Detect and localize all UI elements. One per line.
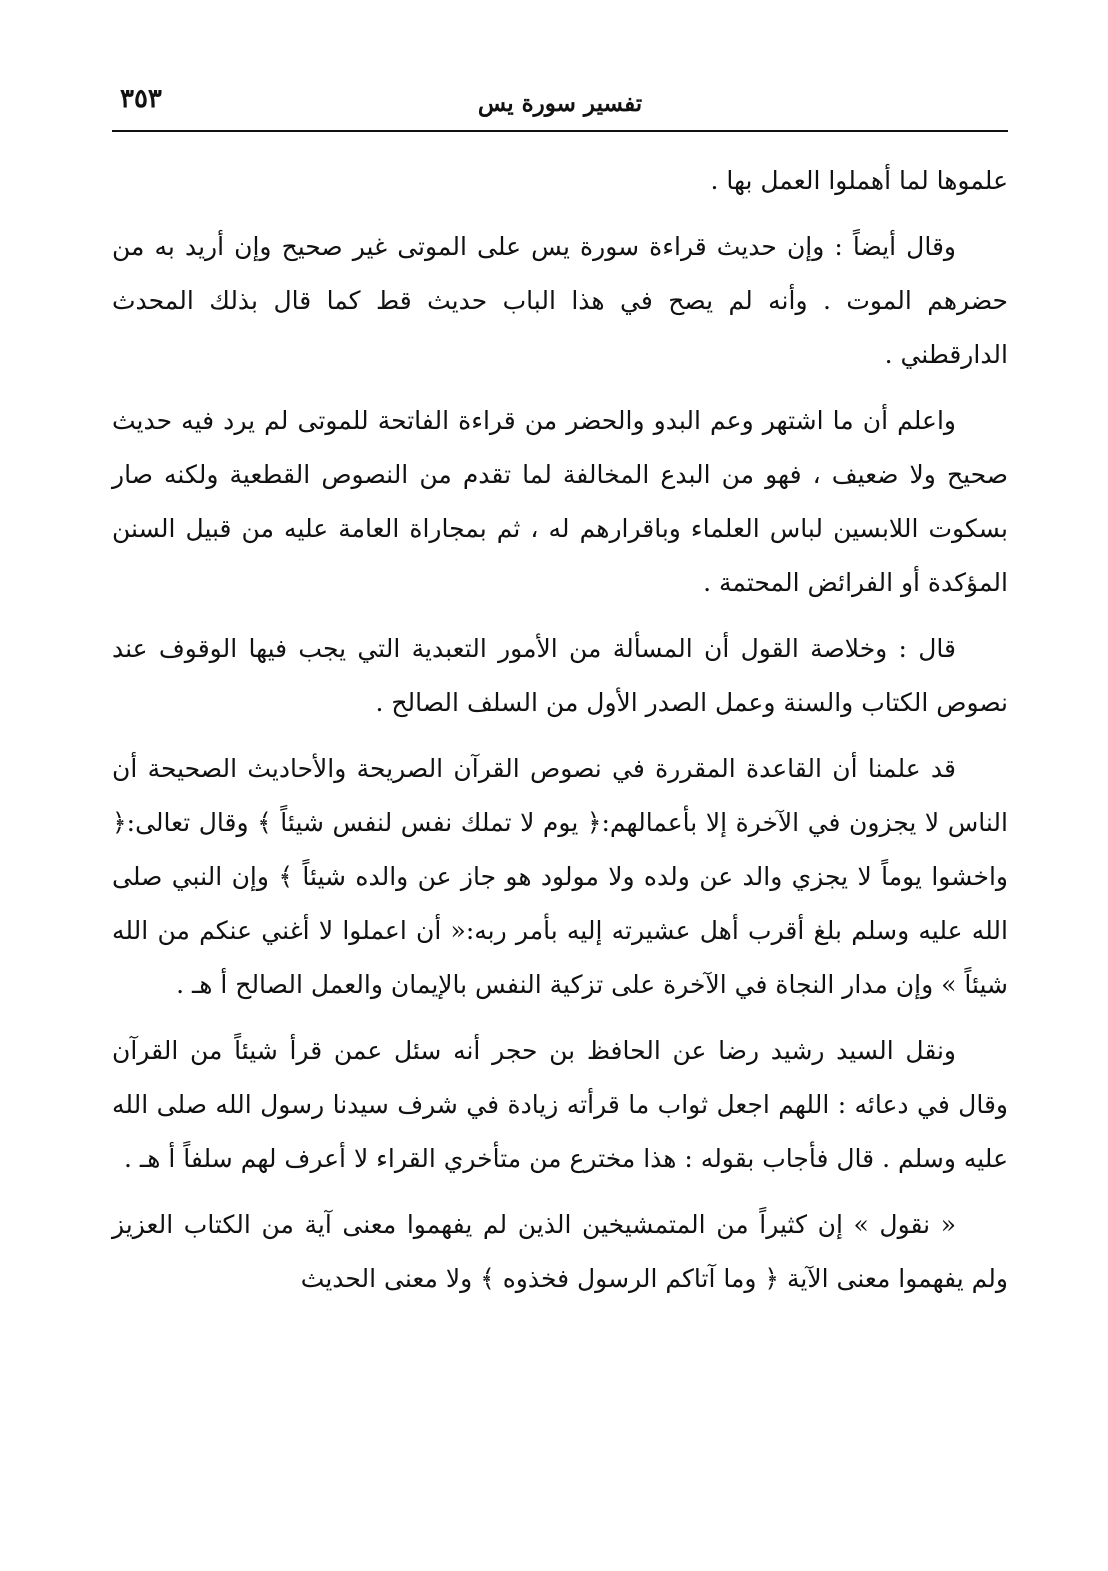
paragraph: قد علمنا أن القاعدة المقررة في نصوص القرآن الصريحة والأحاديث الصحيحة أن الناس لا يجزون في الآخرة إلا بأعمالهم:﴿ يوم لا تملك نفس لنفس شيئاً ﴾ وقال تعالى:﴿ واخشوا يوماً لا يجزي والد عن ولده ولا مولود هو جاز عن والده شيئاً ﴾ وإن النبي صلى الله عليه وسلم بلغ أقرب أهل عشيرته إليه بأمر ربه:« أن اعملوا لا أغني عنكم من الله شيئاً » وإن مدار النجاة في الآخرة على تزكية النفس بالإيمان والعمل الصالح أ هـ . (112, 754, 1008, 999)
paragraph: وقال أيضاً : وإن حديث قراءة سورة يس على الموتى غير صحيح وإن أريد به من حضرهم الموت . وأنه لم يصح في هذا الباب حديث قط كما قال بذلك المحدث الدارقطني . (112, 232, 1008, 369)
body-text (112, 154, 1008, 1306)
book-page (112, 80, 1008, 1550)
page-number: ٣٥٣ (120, 84, 162, 114)
page-title: تفسير سورة يس (477, 90, 643, 117)
paragraph: واعلم أن ما اشتهر وعم البدو والحضر من قراءة الفاتحة للموتى لم يرد فيه حديث صحيح ولا ضعيف ، فهو من البدع المخالفة لما تقدم من النصوص القطعية ولكنه صار بسكوت اللابسين لباس العلماء وباقرارهم له ، ثم بمجاراة العامة عليه من قبيل السنن المؤكدة أو الفرائض المحتمة . (112, 406, 1008, 597)
paragraph: ونقل السيد رشيد رضا عن الحافظ بن حجر أنه سئل عمن قرأ شيئاً من القرآن وقال في دعائه : اللهم اجعل ثواب ما قرأته زيادة في شرف سيدنا رسول الله صلى الله عليه وسلم . قال فأجاب بقوله : هذا مخترع من متأخري القراء لا أعرف لهم سلفاً أ هـ . (112, 1036, 1008, 1173)
paragraph: علموها لما أهملوا العمل بها . (710, 166, 1008, 195)
running-head (112, 80, 1008, 132)
paragraph: قال : وخلاصة القول أن المسألة من الأمور التعبدية التي يجب فيها الوقوف عند نصوص الكتاب والسنة وعمل الصدر الأول من السلف الصالح . (112, 634, 1008, 717)
paragraph: « نقول » إن كثيراً من المتمشيخين الذين لم يفهموا معنى آية من الكتاب العزيز ولم يفهموا معنى الآية ﴿ وما آتاكم الرسول فخذوه ﴾ ولا معنى الحديث (112, 1210, 1008, 1293)
